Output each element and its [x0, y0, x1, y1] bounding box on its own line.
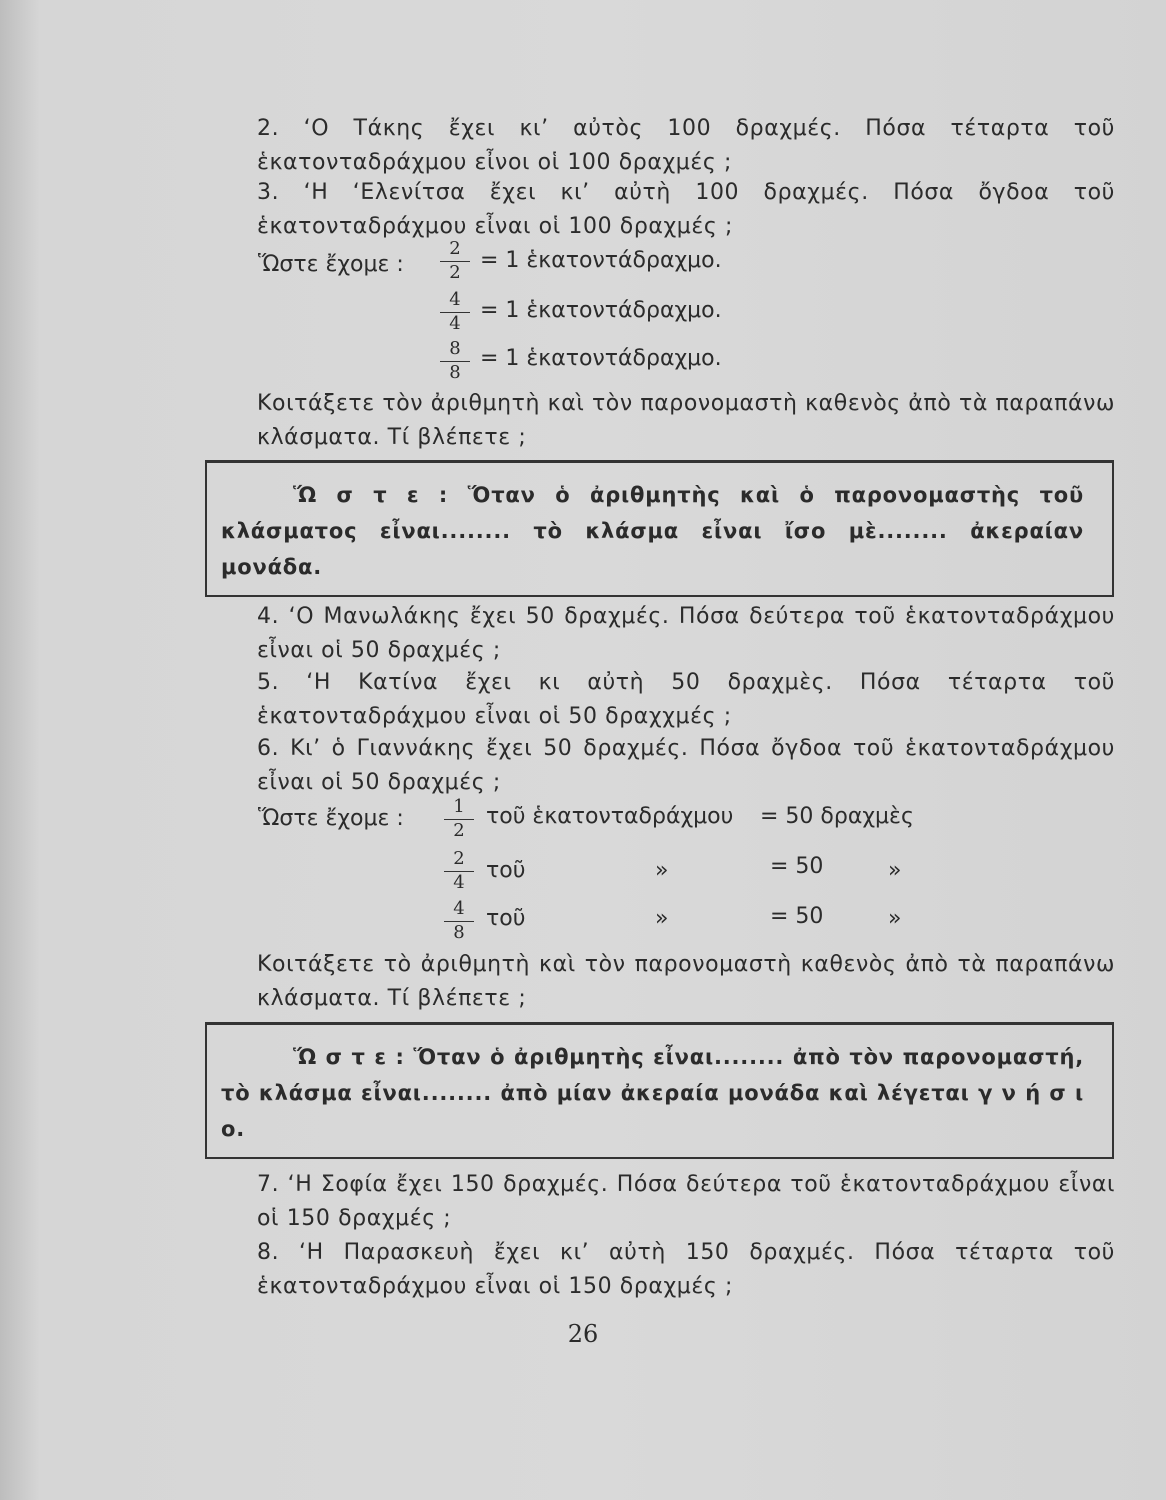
exercise-6: 6. Κι’ ὁ Γιαννάκης ἔχει 50 δραχμές. Πόσα ὄγδοα τοῦ ἑκατονταδράχμου εἶναι οἱ 50 δραχμές ;	[257, 736, 1115, 795]
exercise-4: 4. ‘Ο Μανωλάκης ἔχει 50 δραχμές. Πόσα δεύτερα τοῦ ἑκατονταδράχμου εἶναι οἱ 50 δραχμές ;	[257, 604, 1115, 663]
equation-text: = 1 ἑκατοντάδραχμο.	[480, 346, 722, 371]
so-we-have-label: Ὥστε ἔχομε :	[258, 806, 404, 831]
row-value: = 50	[770, 854, 824, 879]
question-2: Κοιτάξετε τὸ ἀριθμητὴ καὶ τὸν παρονομαστὴ καθενὸς ἀπὸ τὰ παραπάνω κλάσματα. Τί βλέπετε ;	[257, 952, 1115, 1011]
ditto-mark: »	[888, 858, 902, 883]
exercise-3: 3. ‘Η ‘Ελενίτσα ἔχει κι’ αὐτὴ 100 δραχμές. Πόσα ὄγδοα τοῦ ἑκατονταδράχμου εἶναι οἱ 100 δραχμές ;	[257, 180, 1115, 239]
so-we-have-label: Ὥστε ἔχομε :	[258, 252, 404, 277]
fraction-1-2: $\frac{1}{2}$	[444, 796, 474, 842]
fraction-2-4: $\frac{2}{4}$	[444, 848, 474, 894]
ditto-mark: »	[655, 906, 669, 931]
fraction-4-8: $\frac{4}{8}$	[444, 898, 474, 944]
row-text: τοῦ	[486, 858, 526, 883]
question-1: Κοιτάξετε τὸν ἀριθμητὴ καὶ τὸν παρονομαστὴ καθενὸς ἀπὸ τὰ παραπάνω κλάσματα. Τί βλέπετε ;	[257, 391, 1115, 450]
row-text: τοῦ ἑκατονταδράχμου	[486, 804, 734, 829]
fraction-2-2: $\frac{2}{2}$	[440, 238, 470, 284]
row-value: = 50	[770, 904, 824, 929]
row-text: τοῦ	[486, 906, 526, 931]
row-value: = 50 δραχμὲς	[760, 804, 914, 829]
fraction-4-4: $\frac{4}{4}$	[440, 289, 470, 335]
exercise-8: 8. ‘Η Παρασκευὴ ἔχει κι’ αὐτὴ 150 δραχμές. Πόσα τέταρτα τοῦ ἑκατονταδράχμου εἶναι οἱ 150 δραχμές ;	[257, 1240, 1115, 1299]
ditto-mark: »	[888, 906, 902, 931]
rule-box-1	[205, 460, 1114, 597]
rule-box-2	[205, 1022, 1114, 1159]
ditto-mark: »	[655, 858, 669, 883]
page-number: 26	[567, 1320, 599, 1348]
rule-text: Ὅταν ὁ ἀριθμητὴς καὶ ὁ παρονομαστὴς τοῦ κλάσματος εἶναι........ τὸ κλάσμα εἶναι ἴσο μὲ........ ἀκεραίαν μονάδα.	[221, 483, 1084, 579]
rule-lead: Ὥ σ τ ε :	[293, 1045, 405, 1069]
equation-text: = 1 ἑκατοντάδραχμο.	[480, 298, 722, 323]
rule-lead: Ὥ σ τ ε :	[293, 483, 449, 507]
equation-text: = 1 ἑκατοντάδραχμο.	[480, 248, 722, 273]
exercise-5: 5. ‘Η Κατίνα ἔχει κι αὐτὴ 50 δραχμὲς. Πόσα τέταρτα τοῦ ἑκατονταδράχμου εἶναι οἱ 50 δραχχμές ;	[257, 670, 1115, 729]
exercise-2: 2. ‘Ο Τάκης ἔχει κι’ αὐτὸς 100 δραχμές. Πόσα τέταρτα τοῦ ἑκατονταδράχμου εἶνοι οἱ 100 δραχμές ;	[257, 116, 1115, 175]
exercise-7: 7. ‘Η Σοφία ἔχει 150 δραχμές. Πόσα δεύτερα τοῦ ἑκατονταδράχμου εἶναι οἱ 150 δραχμές ;	[257, 1172, 1115, 1231]
fraction-8-8: $\frac{8}{8}$	[440, 338, 470, 384]
rule-text: Ὅταν ὁ ἀριθμητὴς εἶναι........ ἀπὸ τὸν παρονομαστή, τὸ κλάσμα εἶναι........ ἀπὸ μίαν ἀκεραία μονάδα καὶ λέγεται γ ν ή σ ι ο.	[221, 1045, 1084, 1141]
